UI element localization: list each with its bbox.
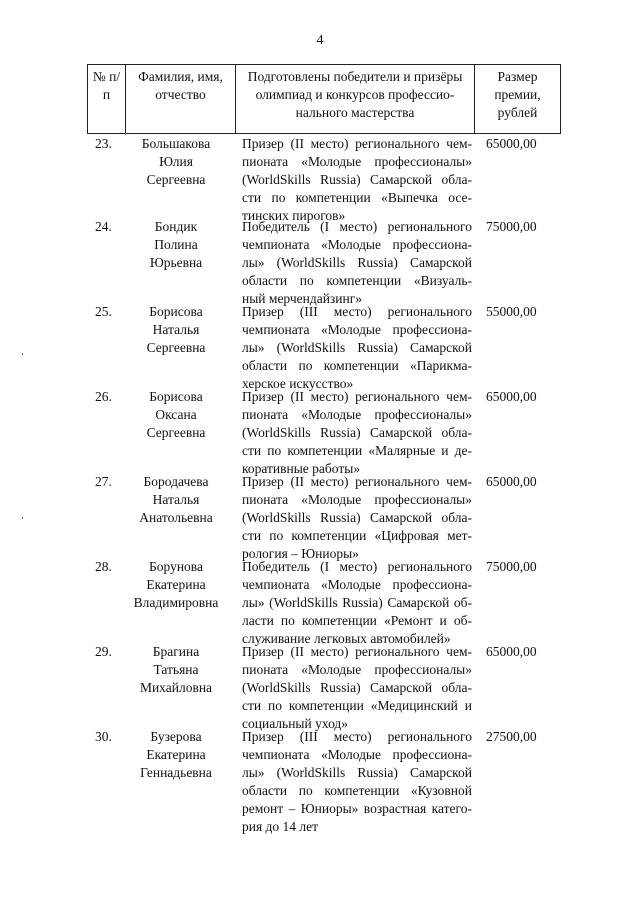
- description-line: Призер (II место) регионального чем-: [242, 474, 472, 489]
- row-description: [242, 473, 472, 563]
- row-number: 25.: [95, 304, 112, 319]
- description-line: Победитель (I место) регионального: [242, 219, 472, 234]
- description-line: сти по компетенции «Выпечка осе-: [242, 190, 472, 205]
- name-line: Оксана: [155, 407, 197, 422]
- row-amount: 75000,00: [486, 559, 537, 574]
- description-line: Призер (III место) регионального: [242, 304, 472, 319]
- name-line: Наталья: [152, 322, 200, 337]
- description-line: пионата «Молодые профессионалы»: [242, 407, 472, 422]
- name-line: Екатерина: [146, 577, 206, 592]
- header-bottom-border: [87, 133, 561, 134]
- header-amount: Размер премии, рублей: [494, 69, 541, 120]
- name-line: Владимировна: [133, 595, 219, 610]
- description-line: чемпионата «Молодые профессиона-: [242, 577, 472, 592]
- row-number: 24.: [95, 219, 112, 234]
- row-full-name: [121, 135, 231, 189]
- description-line: ремонт – Юниоры» возрастная катего-: [242, 801, 472, 816]
- description-line: Победитель (I место) регионального: [242, 559, 472, 574]
- description-line: Призер (II место) регионального чем-: [242, 136, 472, 151]
- row-number: 27.: [95, 474, 112, 489]
- description-line: пионата «Молодые профессионалы»: [242, 492, 472, 507]
- row-description: [242, 218, 472, 308]
- name-line: Сергеевна: [146, 425, 206, 440]
- name-line: Полина: [154, 237, 198, 252]
- row-full-name: [121, 728, 231, 782]
- header-description: Подготовлены победители и призёры олимпиад и конкурсов профессио-нального мастерства: [247, 69, 463, 120]
- row-full-name: [121, 388, 231, 442]
- description-line: области по компетенции «Парикма-: [242, 358, 472, 373]
- name-line: Геннадьевна: [140, 765, 212, 780]
- name-line: Борунова: [149, 559, 203, 574]
- description-line: сти по компетенции «Малярные и де-: [242, 443, 472, 458]
- header-top-border: [87, 64, 561, 65]
- description-line: тинских пирогов»: [242, 208, 346, 223]
- name-line: Большакова: [141, 136, 211, 151]
- row-number: 30.: [95, 729, 112, 744]
- description-line: (WorldSkills Russia) Самарской обла-: [242, 172, 472, 187]
- row-full-name: [121, 303, 231, 357]
- row-amount: 65000,00: [486, 136, 537, 151]
- description-line: чемпионата «Молодые профессиона-: [242, 322, 472, 337]
- description-line: служивание легковых автомобилей»: [242, 631, 451, 646]
- row-description: [242, 643, 472, 733]
- description-line: рология – Юниоры»: [242, 546, 359, 561]
- row-full-name: [121, 218, 231, 272]
- description-line: ный мерчендайзинг»: [242, 291, 363, 306]
- description-line: социальный уход»: [242, 716, 349, 731]
- row-amount: 75000,00: [486, 219, 537, 234]
- name-line: Екатерина: [146, 747, 206, 762]
- row-amount: 65000,00: [486, 389, 537, 404]
- scan-mark: [22, 517, 23, 519]
- table-header: [87, 64, 561, 134]
- description-line: херское искусство»: [242, 376, 354, 391]
- row-description: [242, 303, 472, 393]
- name-line: Борисова: [149, 304, 203, 319]
- description-line: сти по компетенции «Цифровая мет-: [242, 528, 472, 543]
- name-line: Сергеевна: [146, 340, 206, 355]
- name-line: Бондик: [154, 219, 198, 234]
- row-description: [242, 728, 472, 836]
- description-line: лы» (WorldSkills Russia) Самарской: [242, 255, 472, 270]
- name-line: Сергеевна: [146, 172, 206, 187]
- name-line: Юрьевна: [149, 255, 203, 270]
- description-line: коративные работы»: [242, 461, 361, 476]
- row-number: 29.: [95, 644, 112, 659]
- description-line: ласти по компетенции «Ремонт и об-: [242, 613, 472, 628]
- row-description: [242, 558, 472, 648]
- description-line: Призер (II место) регионального чем-: [242, 389, 472, 404]
- row-amount: 65000,00: [486, 474, 537, 489]
- row-number: 28.: [95, 559, 112, 574]
- description-line: (WorldSkills Russia) Самарской обла-: [242, 680, 472, 695]
- description-line: (WorldSkills Russia) Самарской обла-: [242, 425, 472, 440]
- description-line: рия до 14 лет: [242, 819, 319, 834]
- header-border: [560, 64, 561, 134]
- name-line: Юлия: [159, 154, 193, 169]
- name-line: Бузерова: [150, 729, 202, 744]
- description-line: пионата «Молодые профессионалы»: [242, 662, 472, 677]
- page-number: 4: [316, 33, 324, 48]
- description-line: лы» (WorldSkills Russia) Самарской об-: [242, 595, 472, 610]
- name-line: Анатольевна: [139, 510, 213, 525]
- description-line: чемпионата «Молодые профессиона-: [242, 237, 472, 252]
- description-line: лы» (WorldSkills Russia) Самарской: [242, 765, 472, 780]
- name-line: Татьяна: [153, 662, 199, 677]
- row-number: 23.: [95, 136, 112, 151]
- name-line: Наталья: [152, 492, 200, 507]
- description-line: Призер (II место) регионального чем-: [242, 644, 472, 659]
- row-amount: 55000,00: [486, 304, 537, 319]
- description-line: области по компетенции «Визуаль-: [242, 273, 472, 288]
- row-amount: 65000,00: [486, 644, 537, 659]
- row-description: [242, 388, 472, 478]
- scan-mark: [22, 353, 23, 355]
- description-line: чемпионата «Молодые профессиона-: [242, 747, 472, 762]
- row-amount: 27500,00: [486, 729, 537, 744]
- description-line: области по компетенции «Кузовной: [242, 783, 472, 798]
- header-num: № п/п: [92, 69, 121, 102]
- description-line: сти по компетенции «Медицинский и: [242, 698, 472, 713]
- row-full-name: [121, 643, 231, 697]
- name-line: Михайловна: [139, 680, 213, 695]
- description-line: лы» (WorldSkills Russia) Самарской: [242, 340, 472, 355]
- row-description: [242, 135, 472, 225]
- row-full-name: [121, 558, 231, 612]
- description-line: Призер (III место) регионального: [242, 729, 472, 744]
- name-line: Борисова: [149, 389, 203, 404]
- header-name: Фамилия, имя, отчество: [138, 69, 223, 102]
- row-full-name: [121, 473, 231, 527]
- description-line: пионата «Молодые профессионалы»: [242, 154, 472, 169]
- name-line: Брагина: [152, 644, 200, 659]
- name-line: Бородачева: [143, 474, 209, 489]
- row-number: 26.: [95, 389, 112, 404]
- description-line: (WorldSkills Russia) Самарской обла-: [242, 510, 472, 525]
